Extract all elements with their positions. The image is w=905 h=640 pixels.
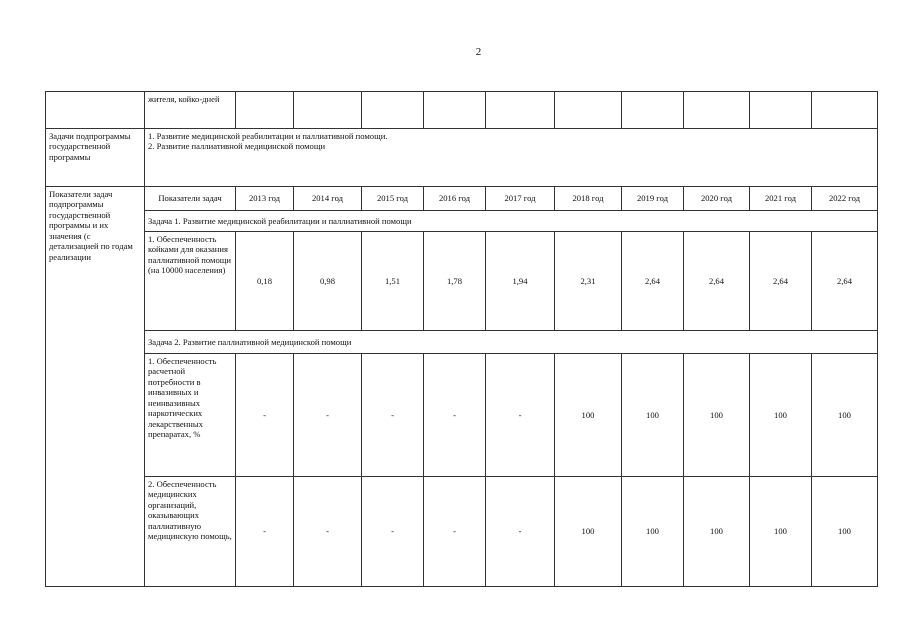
header-year: 2020 год [684,187,750,211]
indicator-value: 0,98 [294,232,362,331]
indicator-value: 2,64 [812,232,878,331]
table-row [46,129,878,187]
indicator-name: 1. Обеспеченность койками для оказания паллиативной помощи (на 10000 населения) [145,232,236,331]
task-item: 1. Развитие медицинской реабилитации и паллиативной помощи. [148,131,388,141]
indicator-value: 100 [555,477,622,587]
indicator-value: 100 [555,354,622,477]
indicator-name: 1. Обеспеченность расчетной потребности в инвазивных и неинвазивных наркотических лекарственных препаратах, % [145,354,236,477]
row-label [46,92,145,129]
header-year: 2022 год [812,187,878,211]
indicator-value: - [486,477,555,587]
header-year: 2019 год [622,187,684,211]
program-table [45,91,878,587]
tasks-label: Задачи подпрограммы государственной программы [46,129,145,187]
indicator-value: 100 [684,477,750,587]
table-row [46,232,878,331]
page-number: 2 [475,46,482,58]
task2-title: Задача 2. Развитие паллиативной медицинской помощи [145,331,878,354]
indicator-value: - [424,477,486,587]
indicator-value: 100 [684,354,750,477]
indicator-value: 100 [622,354,684,477]
indicator-value: - [236,477,294,587]
indicator-value: 100 [750,354,812,477]
table-row [46,211,878,232]
indicator-name: 2. Обеспеченность медицинских организаций, оказывающих паллиативную медицинскую помощь, [145,477,236,587]
indicator-value: - [486,354,555,477]
header-year: 2014 год [294,187,362,211]
indicator-continuation: жителя, койко-дней [145,92,236,129]
indicator-value: - [294,354,362,477]
indicators-label: Показатели задач подпрограммы государственной программы и их значения (с детализацией по годам реализации [46,187,145,587]
header-year: 2018 год [555,187,622,211]
header-indicators: Показатели задач [145,187,236,211]
indicator-value: - [362,477,424,587]
header-year: 2013 год [236,187,294,211]
indicator-value: 1,51 [362,232,424,331]
header-year: 2021 год [750,187,812,211]
header-year: 2017 год [486,187,555,211]
indicator-value: 100 [750,477,812,587]
indicator-value: 1,94 [486,232,555,331]
indicator-value: 2,64 [684,232,750,331]
indicator-value: 1,78 [424,232,486,331]
indicator-value: 2,31 [555,232,622,331]
table-row [46,92,878,129]
tasks-list [145,129,878,187]
indicator-value: 100 [622,477,684,587]
table-row [46,354,878,477]
table-row [46,187,878,211]
indicator-value: - [236,354,294,477]
indicator-value: 0,18 [236,232,294,331]
indicator-value: 100 [812,477,878,587]
indicator-value: - [294,477,362,587]
indicator-value: 2,64 [750,232,812,331]
header-year: 2015 год [362,187,424,211]
indicator-value: 100 [812,354,878,477]
table-row [46,477,878,587]
indicator-value: 2,64 [622,232,684,331]
indicator-value: - [362,354,424,477]
task-item: 2. Развитие паллиативной медицинской помощи [148,141,326,152]
indicator-value: - [424,354,486,477]
header-year: 2016 год [424,187,486,211]
table-row [46,331,878,354]
task1-title: Задача 1. Развитие медицинской реабилитации и паллиативной помощи [145,211,878,232]
